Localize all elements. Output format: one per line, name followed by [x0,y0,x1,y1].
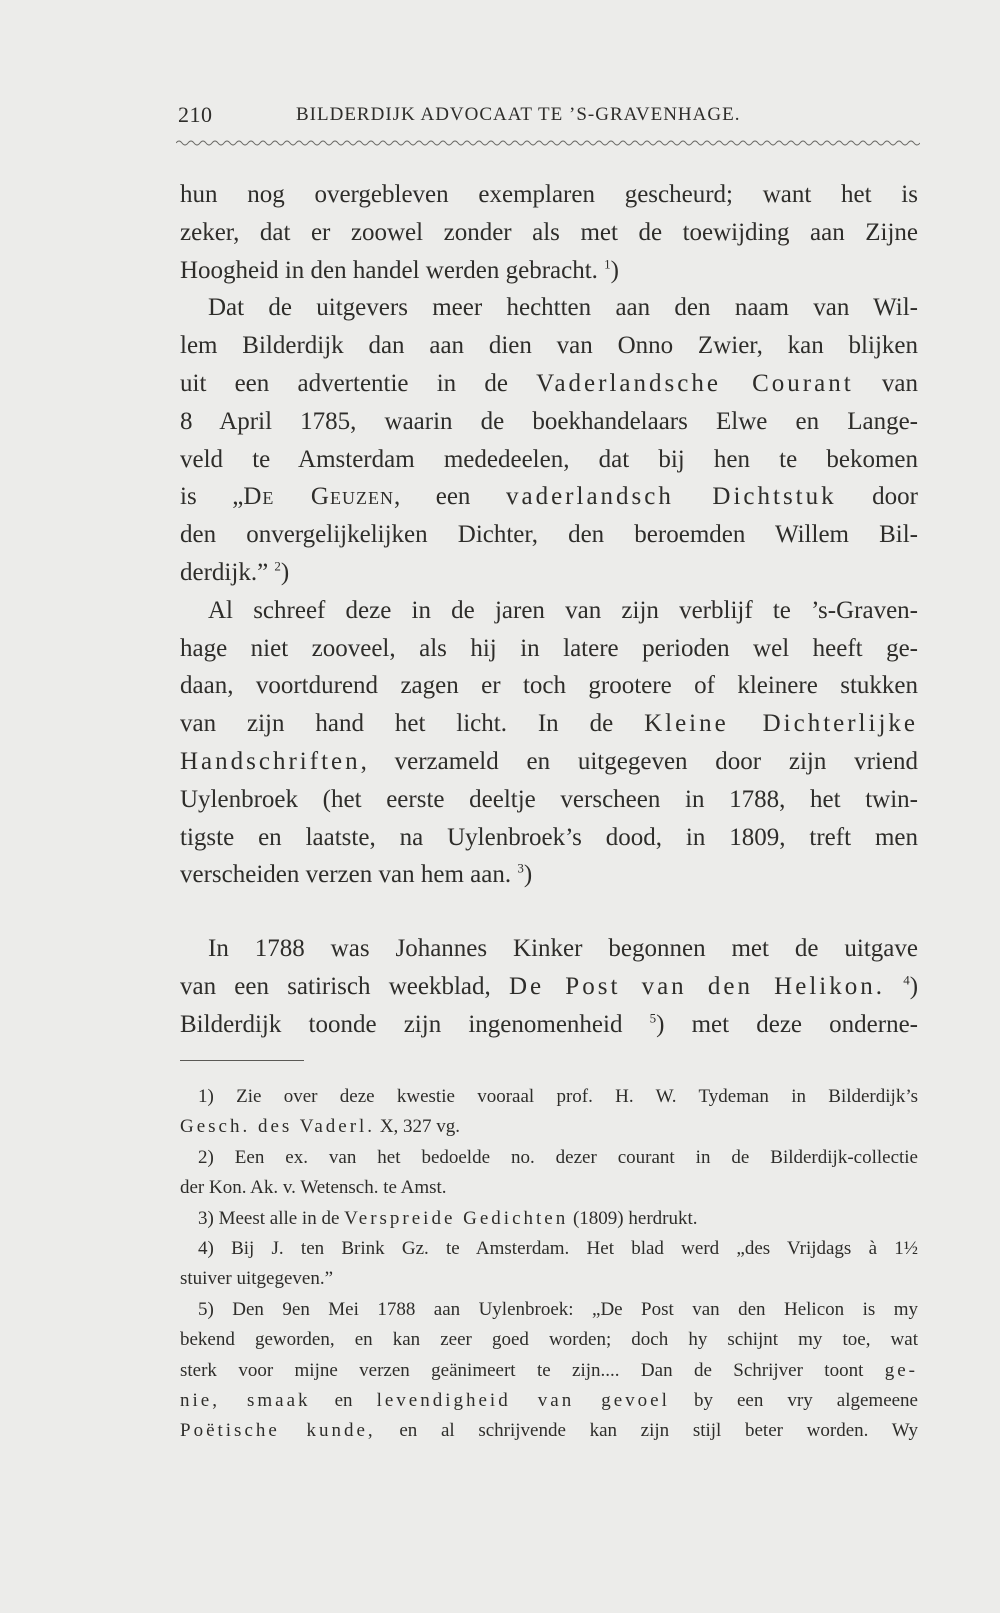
footnote-line: 2) Een ex. van het bedoelde no. dezer courant in de Bilderdijk-collectie [198,1146,918,1168]
spaced-title: De Post van den Helikon. [508,972,885,1000]
text-line: is „De Geuzen, een vaderlandsch Dichtstuk door [180,483,918,511]
paragraph-gap [180,894,918,930]
footnote-line: 3) Meest alle in de Verspreide Gedichten (1809) herdrukt. [198,1207,698,1229]
footnote-line: Poëtische kunde, en al schrijvende kan zijn stijl beter worden. Wy [180,1420,918,1442]
text-line: Hoogheid in den handel werden gebracht. $^1$) [180,256,619,284]
spaced-title: Verspreide Gedichten [344,1207,569,1229]
running-title: BILDERDIJK ADVOCAAT TE ’S-GRAVENHAGE. [296,104,741,125]
text-line: van een satirisch weekblad, De Post van den Helikon. $^4$) [180,972,919,1000]
footnote-ref: 4 [903,972,910,988]
spaced-title: Handschriften [180,747,361,775]
text-line: In 1788 was Johannes Kinker begonnen met de uitgave [208,935,918,963]
text-line: 8 April 1785, waarin de boekhandelaars Elwe en Lange- [180,407,918,435]
footnote-line: 5) Den 9en Mei 1788 aan Uylenbroek: „De Post van den Helicon is my [198,1298,918,1320]
footnote-ref: 5 [649,1010,657,1026]
footnote-line: 1) Zie over deze kwestie vooraal prof. H. W. Tydeman in Bilderdijk’s [198,1086,918,1107]
text-line: tigste en laatste, na Uylenbroek’s dood, in 1809, treft men [180,823,918,851]
text-line: Uylenbroek (het eerste deeltje verscheen in 1788, het twin- [180,785,918,813]
footnote-line: 4) Bij J. ten Brink Gz. te Amsterdam. Het blad werd „des Vrijdags à 1½ [198,1237,918,1259]
footnote-line: sterk voor mijne verzen geänimeert te zijn.... Dan de Schrijver toont ge- [180,1359,919,1381]
body-text [180,176,918,1044]
footnote-ref: 1 [604,256,611,272]
text-line: Bilderdijk toonde zijn ingenomenheid $^5$) met deze onderne- [180,1010,918,1038]
text-line: Al schreef deze in de jaren van zijn verblijf te ’s-Graven- [208,596,918,624]
text-line: hun nog overgebleven exemplaren gescheurd; want het is [180,181,918,208]
text-line: verscheiden verzen van hem aan. $^3$) [180,861,533,889]
spaced-title: Kleine Dichterlijke [644,710,918,738]
footnote-ref: 3 [517,861,524,877]
footnote-line: stuiver uitgegeven.” [180,1268,334,1290]
text-line: lem Bilderdijk dan aan dien van Onno Zwier, kan blijken [180,332,918,360]
text-line: den onvergelijkelijken Dichter, den beroemden Willem Bil- [180,521,918,549]
footnote-line: Gesch. des Vaderl. X, 327 vg. [180,1116,461,1138]
text-line: derdijk.” $^2$) [180,558,290,586]
footnote-ref: 2 [274,558,281,574]
text-line: Dat de uitgevers meer hechtten aan den naam van Wil- [208,294,918,322]
spaced-title: Vaderlandsche Courant [536,369,854,397]
spaced-title: Gesch. des Vaderl. [180,1116,376,1138]
footnote-line: nie, smaak en levendigheid van gevoel by een vry algemeene [180,1389,918,1411]
text-line: van zijn hand het licht. In de Kleine Dichterlijke [180,710,918,738]
footnote-rule [180,1060,304,1061]
footnotes [180,1082,918,1447]
footnote-line: der Kon. Ak. v. Wetensch. te Amst. [180,1177,447,1199]
text-line: hage niet zooveel, als hij in latere perioden wel heeft ge- [180,634,918,662]
wavy-rule [176,138,920,148]
running-header [178,102,918,132]
text-line: daan, voortdurend zagen er toch grootere of kleinere stukken [180,672,918,700]
spaced-title: vaderlandsch Dichtstuk [505,483,837,511]
small-caps-title: De Geuzen [243,483,394,511]
footnote-line: bekend geworden, en kan zeer goed worden; doch hy schijnt my toe, wat [180,1329,918,1351]
page-number: 210 [178,102,213,127]
text-line: veld te Amsterdam mededeelen, dat bij hen te bekomen [180,445,918,473]
text-line: zeker, dat er zoowel zonder als met de toewijding aan Zijne [180,218,918,246]
text-line: uit een advertentie in de Vaderlandsche Courant van [180,369,918,397]
text-line: Handschriften, verzameld en uitgegeven door zijn vriend [180,747,918,775]
